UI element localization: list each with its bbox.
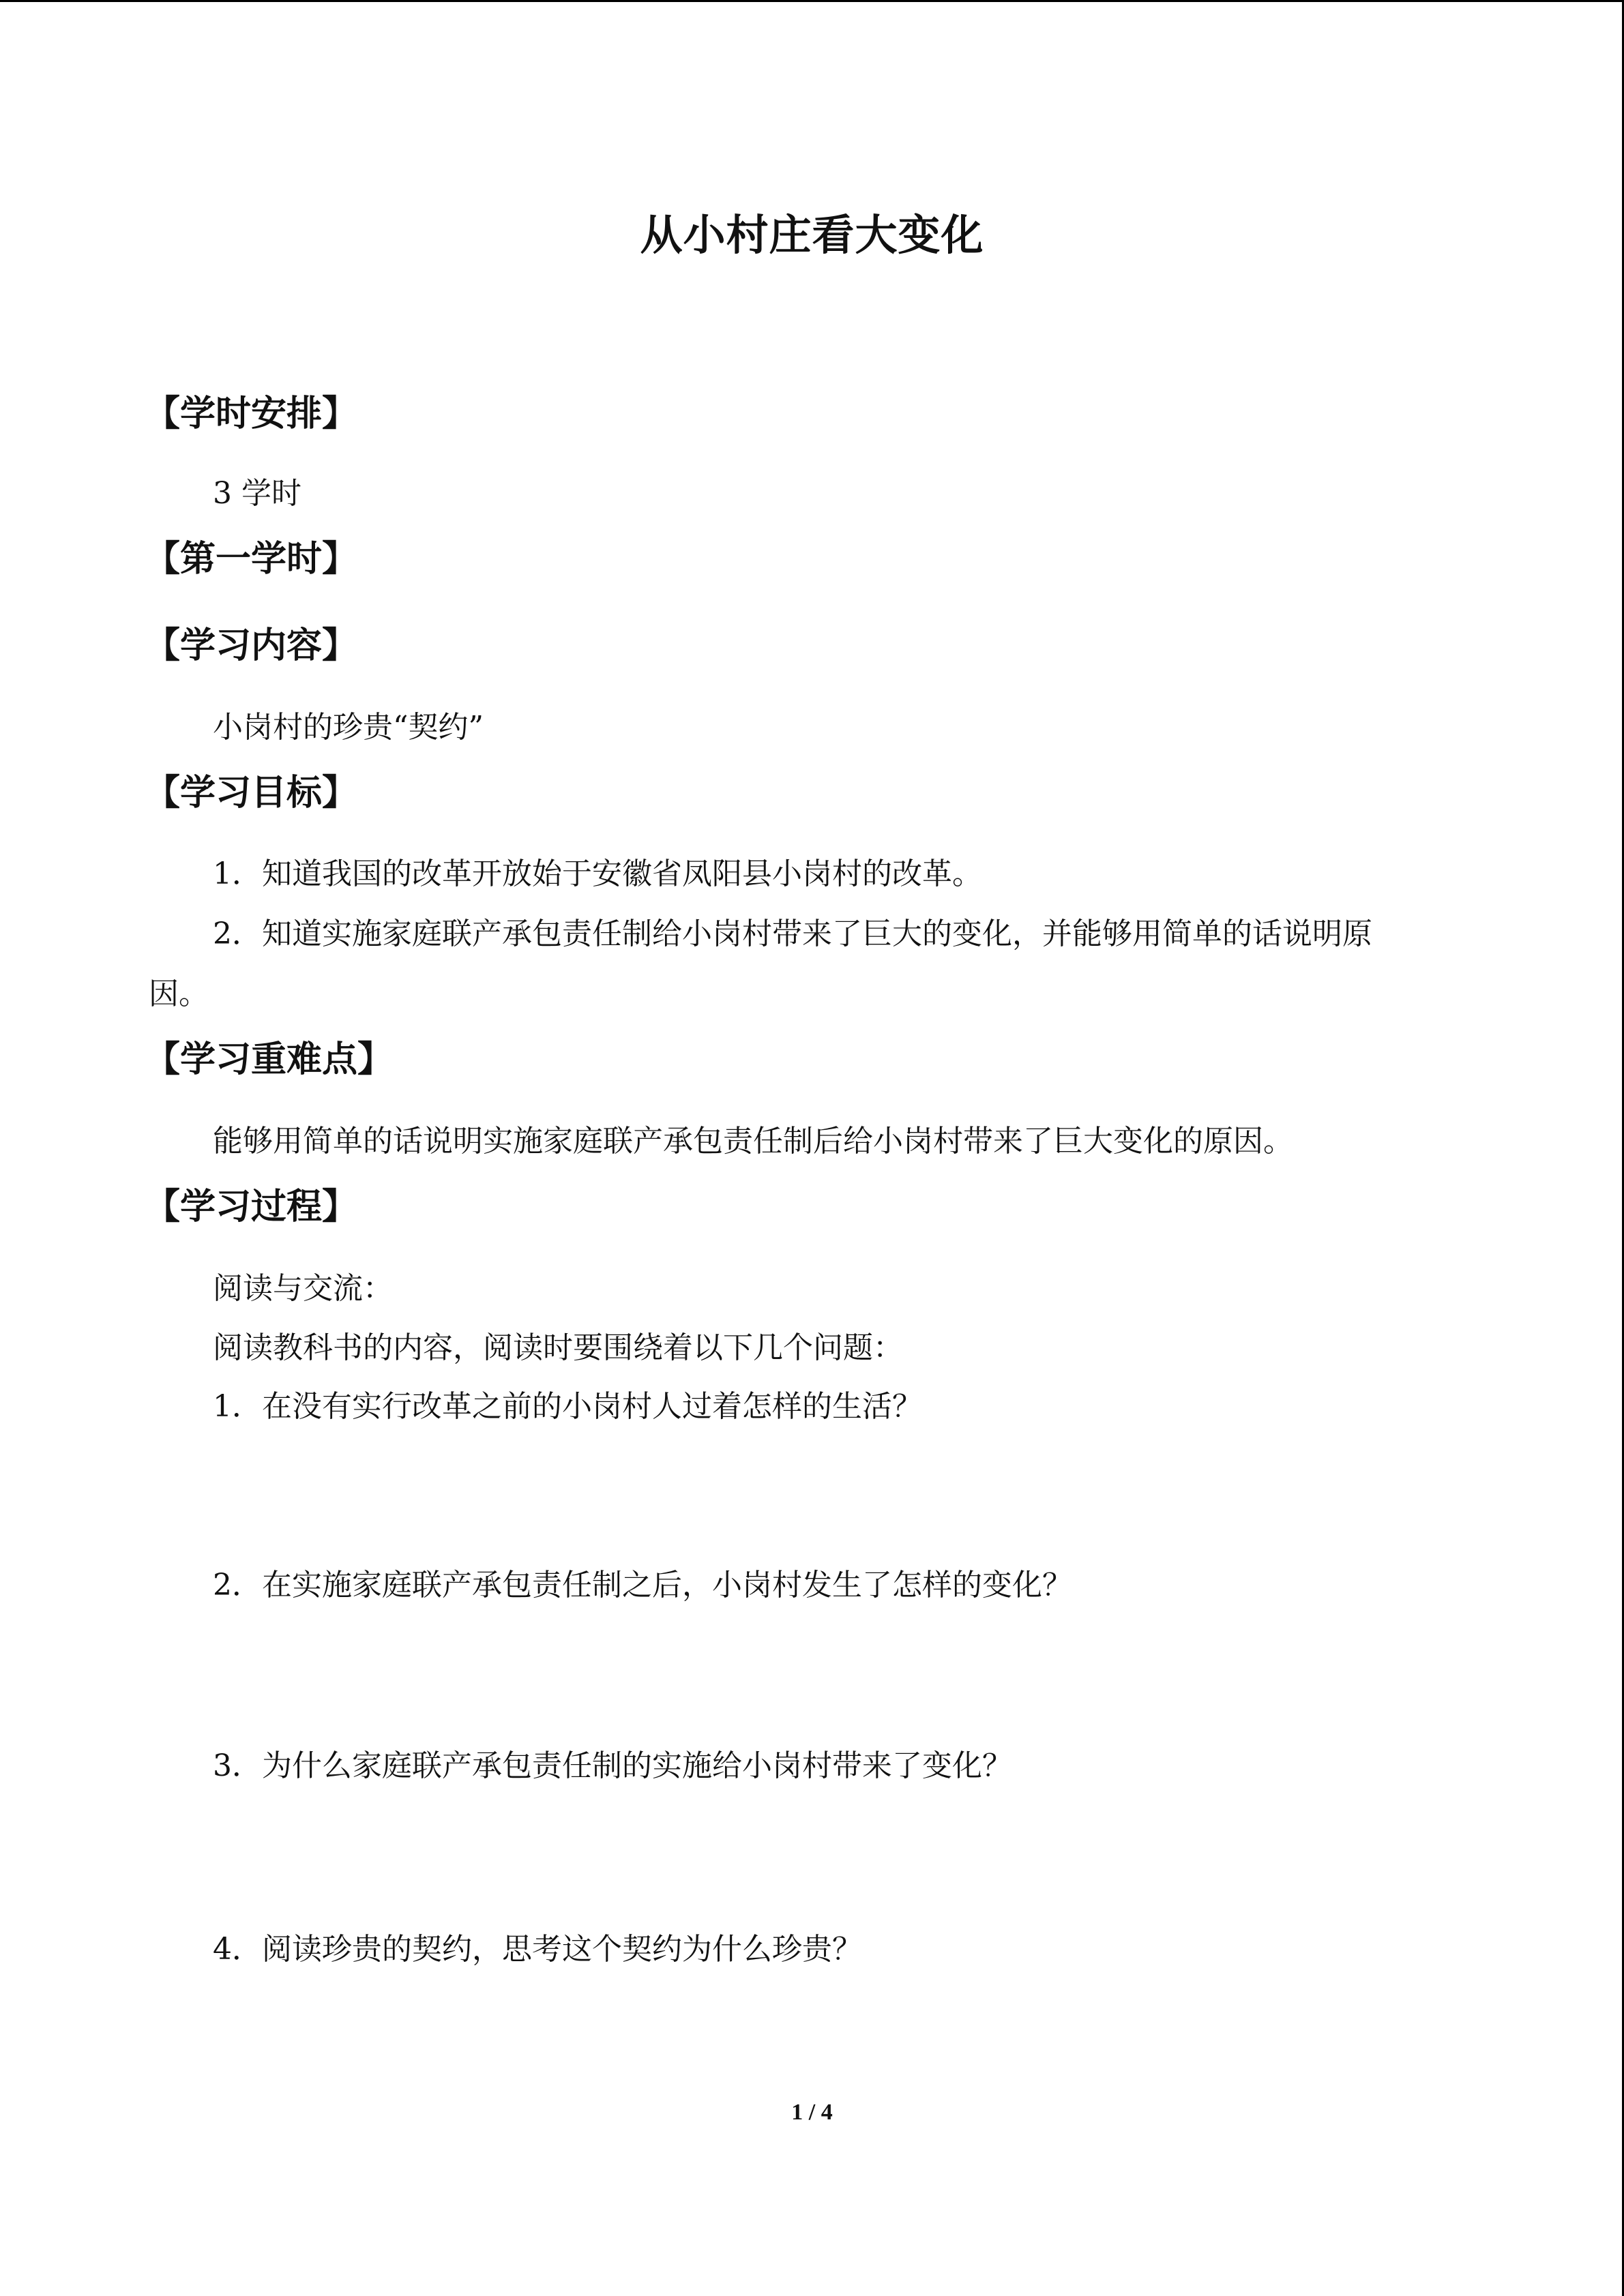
heading-content: 【学习内容】	[145, 625, 358, 666]
heading-goals: 【学习目标】	[145, 773, 358, 814]
process-intro: 阅读与交流：	[213, 1271, 393, 1306]
heading-key-points: 【学习重难点】	[145, 1039, 394, 1080]
key-points-text: 能够用简单的话说明实施家庭联产承包责任制后给小岗村带来了巨大变化的原因。	[213, 1124, 1293, 1159]
question-item: 2．在实施家庭联产承包责任制之后，小岗村发生了怎样的变化？	[213, 1568, 1072, 1602]
page-number: 1 / 4	[791, 2100, 833, 2125]
process-instruction: 阅读教科书的内容，阅读时要围绕着以下几个问题：	[213, 1330, 903, 1365]
question-item: 4．阅读珍贵的契约，思考这个契约为什么珍贵？	[213, 1932, 862, 1967]
schedule-text: 3 学时	[213, 476, 301, 511]
heading-schedule: 【学时安排】	[145, 393, 358, 434]
document-title: 从小村庄看大变化	[640, 210, 984, 260]
heading-lesson-one: 【第一学时】	[145, 539, 358, 580]
heading-process: 【学习过程】	[145, 1187, 358, 1227]
goal-item: 1．知道我国的改革开放始于安徽省凤阳县小岗村的改革。	[213, 856, 982, 891]
content-text: 小岗村的珍贵“契约”	[213, 710, 484, 745]
question-item: 1．在没有实行改革之前的小岗村人过着怎样的生活？	[213, 1389, 922, 1424]
goal-item: 2．知道实施家庭联产承包责任制给小岗村带来了巨大的变化，并能够用简单的话说明原	[213, 916, 1372, 951]
goal-item-continuation: 因。	[149, 976, 209, 1011]
question-item: 3．为什么家庭联产承包责任制的实施给小岗村带来了变化？	[213, 1748, 1012, 1783]
page-border-top	[0, 0, 1624, 2]
